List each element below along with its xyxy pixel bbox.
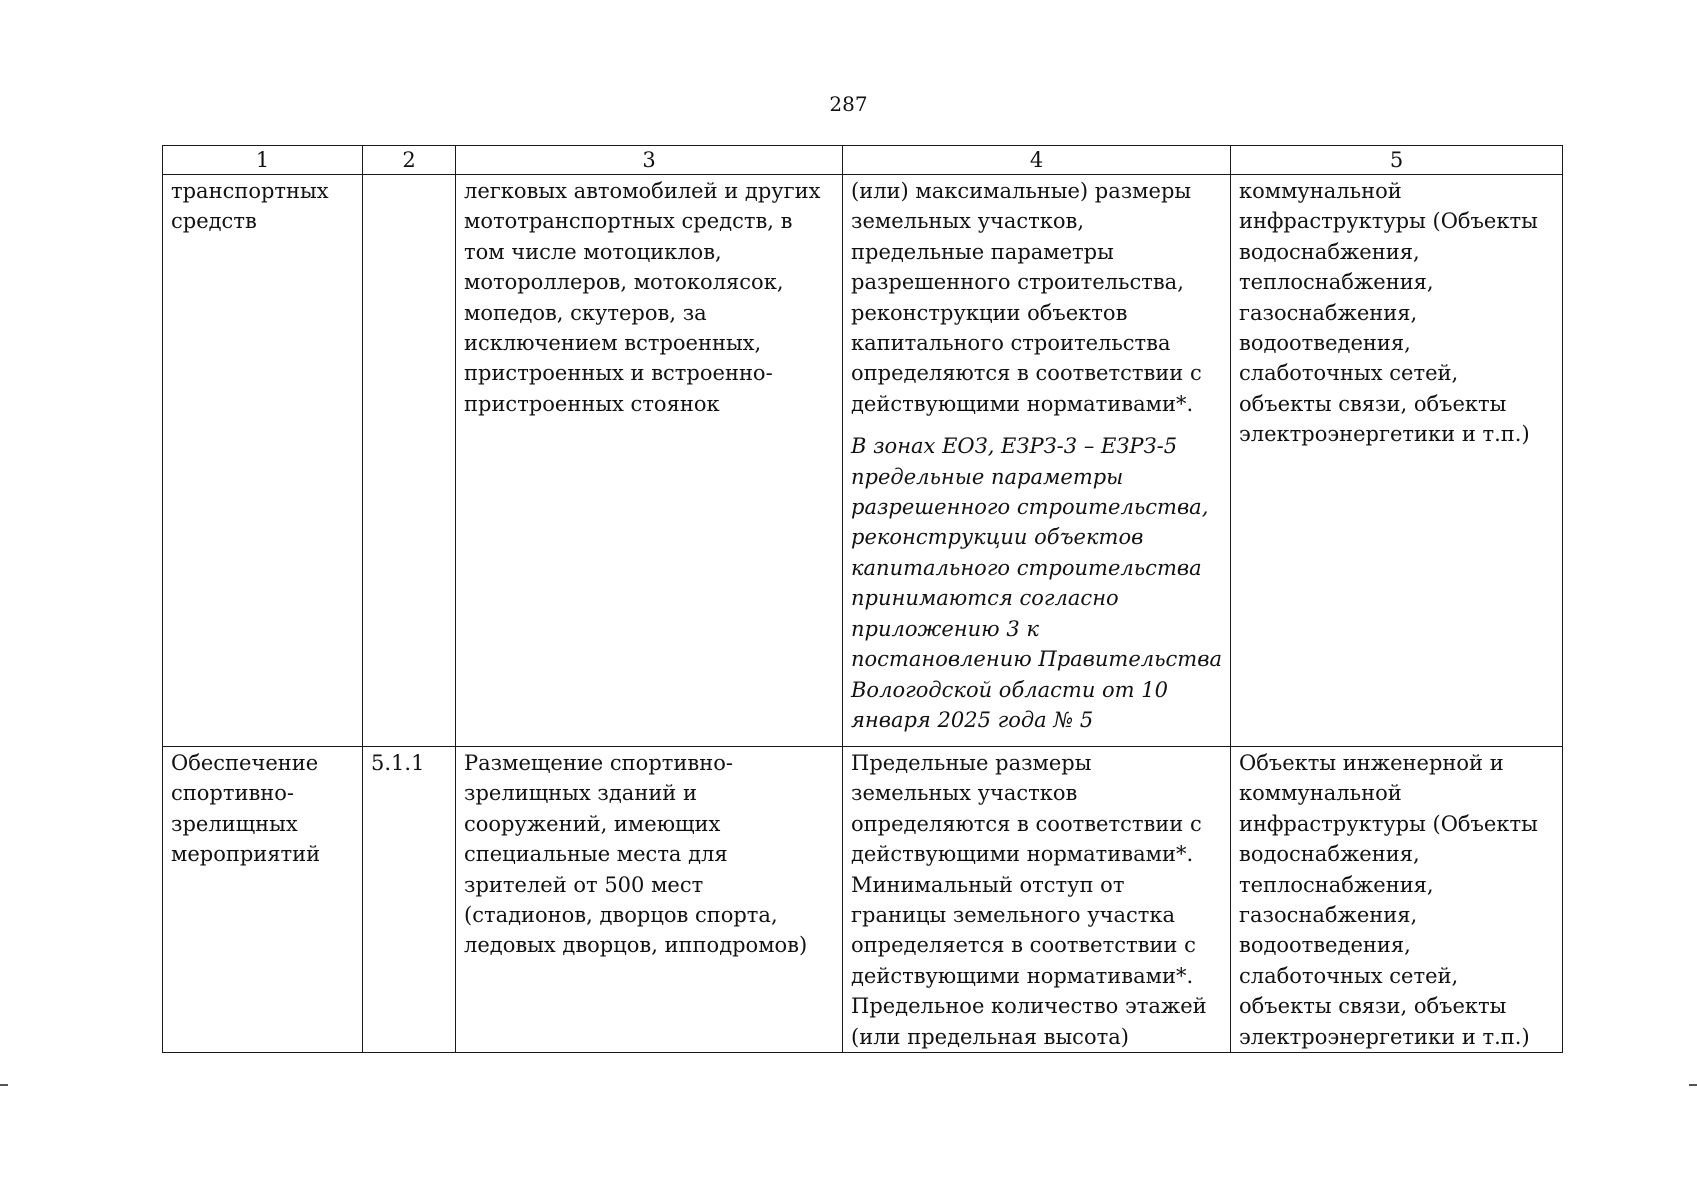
cell-text-line: земельных участков, xyxy=(851,209,1085,234)
cell-text-line: реконструкции объектов xyxy=(851,525,1144,550)
cell-text-line: Объекты инженерной и xyxy=(1239,751,1504,775)
page-number: 287 xyxy=(829,92,868,116)
cell-text-line: Минимальный отступ от xyxy=(851,872,1125,897)
cell-text-line: специальные места для xyxy=(464,842,728,867)
cell-text-line: границы земельного участка xyxy=(851,903,1176,928)
table-header-row xyxy=(163,146,1563,175)
cell-text-line: действующими нормативами*. xyxy=(851,963,1194,988)
cell-text-line: инфраструктуры (Объекты xyxy=(1239,209,1538,234)
cell-text-line: (стадионов, дворцов спорта, xyxy=(464,903,778,928)
cell-parameters xyxy=(843,175,1231,747)
cell-description xyxy=(456,175,843,747)
cell-text-line: января 2025 года № 5 xyxy=(851,707,1094,732)
cell-text-line: предельные параметры xyxy=(851,464,1124,489)
cell-text-line: Предельные размеры xyxy=(851,751,1092,775)
cell-text-line: газоснабжения, xyxy=(1239,903,1418,928)
cell-code xyxy=(363,175,456,747)
cell-text-line: теплоснабжения, xyxy=(1239,270,1434,295)
cell-text-line: В зонах ЕОЗ, ЕЗРЗ-3 – ЕЗРЗ-5 xyxy=(851,434,1178,459)
land-use-table xyxy=(162,145,1563,1053)
cell-text-line: зрителей от 500 мест xyxy=(464,872,704,897)
cell-text-line: мототранспортных средств, в xyxy=(464,209,793,234)
cell-parameters xyxy=(843,747,1231,1053)
cell-text-line: слаботочных сетей, xyxy=(1239,361,1459,386)
cell-text-line: земельных участков xyxy=(851,781,1078,806)
cell-use-name xyxy=(163,747,363,1053)
cell-text-line: водоснабжения, xyxy=(1239,842,1420,867)
cell-text-line: средств xyxy=(171,209,257,234)
cell-text-line: пристроенных и встроенно- xyxy=(464,361,773,386)
cell-text-line: газоснабжения, xyxy=(1239,300,1418,325)
cell-auxiliary-uses xyxy=(1231,175,1563,747)
cell-text-line: транспортных xyxy=(171,179,329,203)
cell-text-line: определяется в соответствии с xyxy=(851,933,1196,958)
cell-text-line: реконструкции объектов xyxy=(851,300,1128,325)
cell-text-line: зрелищных xyxy=(171,811,298,836)
table-row xyxy=(163,747,1563,1053)
cell-text-line: мотороллеров, мотоколясок, xyxy=(464,270,784,295)
cell-text-line: принимаются согласно xyxy=(851,586,1119,611)
left-edge-mark xyxy=(0,1084,8,1086)
cell-text-line: инфраструктуры (Объекты xyxy=(1239,811,1538,836)
cell-text-line: Размещение спортивно- xyxy=(464,751,733,775)
cell-text-line: электроэнергетики и т.п.) xyxy=(1239,1024,1530,1049)
header-col-4: 4 xyxy=(843,146,1231,175)
cell-text-line: теплоснабжения, xyxy=(1239,872,1434,897)
cell-text-line: слаботочных сетей, xyxy=(1239,963,1459,988)
header-col-5: 5 xyxy=(1231,146,1563,175)
cell-text-line: водоснабжения, xyxy=(1239,239,1420,264)
cell-auxiliary-uses xyxy=(1231,747,1563,1053)
cell-text-line: электроэнергетики и т.п.) xyxy=(1239,422,1530,447)
cell-text-line: водоотведения, xyxy=(1239,933,1411,958)
cell-text-line: предельные параметры xyxy=(851,239,1114,264)
cell-text-line: объекты связи, объекты xyxy=(1239,391,1507,416)
cell-text-line: определяются в соответствии с xyxy=(851,811,1202,836)
cell-text-line: определяются в соответствии с xyxy=(851,361,1202,386)
cell-text-line: капитального строительства xyxy=(851,331,1171,356)
cell-text-line: Предельное количество этажей xyxy=(851,994,1207,1019)
table-row xyxy=(163,175,1563,747)
cell-text-line: 5.1.1 xyxy=(371,751,425,775)
cell-text-line: исключением встроенных, xyxy=(464,331,762,356)
cell-text-line: том числе мотоциклов, xyxy=(464,239,722,264)
cell-text-line: спортивно- xyxy=(171,781,295,806)
parameters-text xyxy=(851,176,1222,419)
cell-code xyxy=(363,747,456,1053)
cell-text-line: разрешенного строительства, xyxy=(851,270,1184,295)
cell-text-line: (или) максимальные) размеры xyxy=(851,179,1192,203)
parameters-italic-note xyxy=(851,431,1222,735)
cell-text-line: Вологодской области от 10 xyxy=(851,677,1168,702)
cell-text-line: ледовых дворцов, ипподромов) xyxy=(464,933,808,958)
header-col-3: 3 xyxy=(456,146,843,175)
parameters-text xyxy=(851,748,1222,1052)
cell-text-line: постановлению Правительства xyxy=(851,647,1222,672)
cell-text-line: водоотведения, xyxy=(1239,331,1411,356)
cell-text-line: приложению 3 к xyxy=(851,616,1039,641)
cell-description xyxy=(456,747,843,1053)
cell-text-line: капитального строительства xyxy=(851,555,1202,580)
cell-text-line: действующими нормативами*. xyxy=(851,842,1194,867)
cell-text-line: действующими нормативами*. xyxy=(851,391,1194,416)
right-edge-mark xyxy=(1689,1084,1697,1086)
cell-text-line: мопедов, скутеров, за xyxy=(464,300,707,325)
cell-use-name xyxy=(163,175,363,747)
cell-text-line: мероприятий xyxy=(171,842,321,867)
cell-text-line: коммунальной xyxy=(1239,179,1402,203)
cell-text-line: пристроенных стоянок xyxy=(464,391,720,416)
cell-text-line: зрелищных зданий и xyxy=(464,781,697,806)
cell-text-line: Обеспечение xyxy=(171,751,319,775)
cell-text-line: коммунальной xyxy=(1239,781,1402,806)
cell-text-line: сооружений, имеющих xyxy=(464,811,721,836)
header-col-2: 2 xyxy=(363,146,456,175)
header-col-1: 1 xyxy=(163,146,363,175)
cell-text-line: легковых автомобилей и других xyxy=(464,179,821,203)
cell-text-line: (или предельная высота) xyxy=(851,1024,1129,1049)
cell-text-line: объекты связи, объекты xyxy=(1239,994,1507,1019)
cell-text-line: разрешенного строительства, xyxy=(851,495,1209,520)
